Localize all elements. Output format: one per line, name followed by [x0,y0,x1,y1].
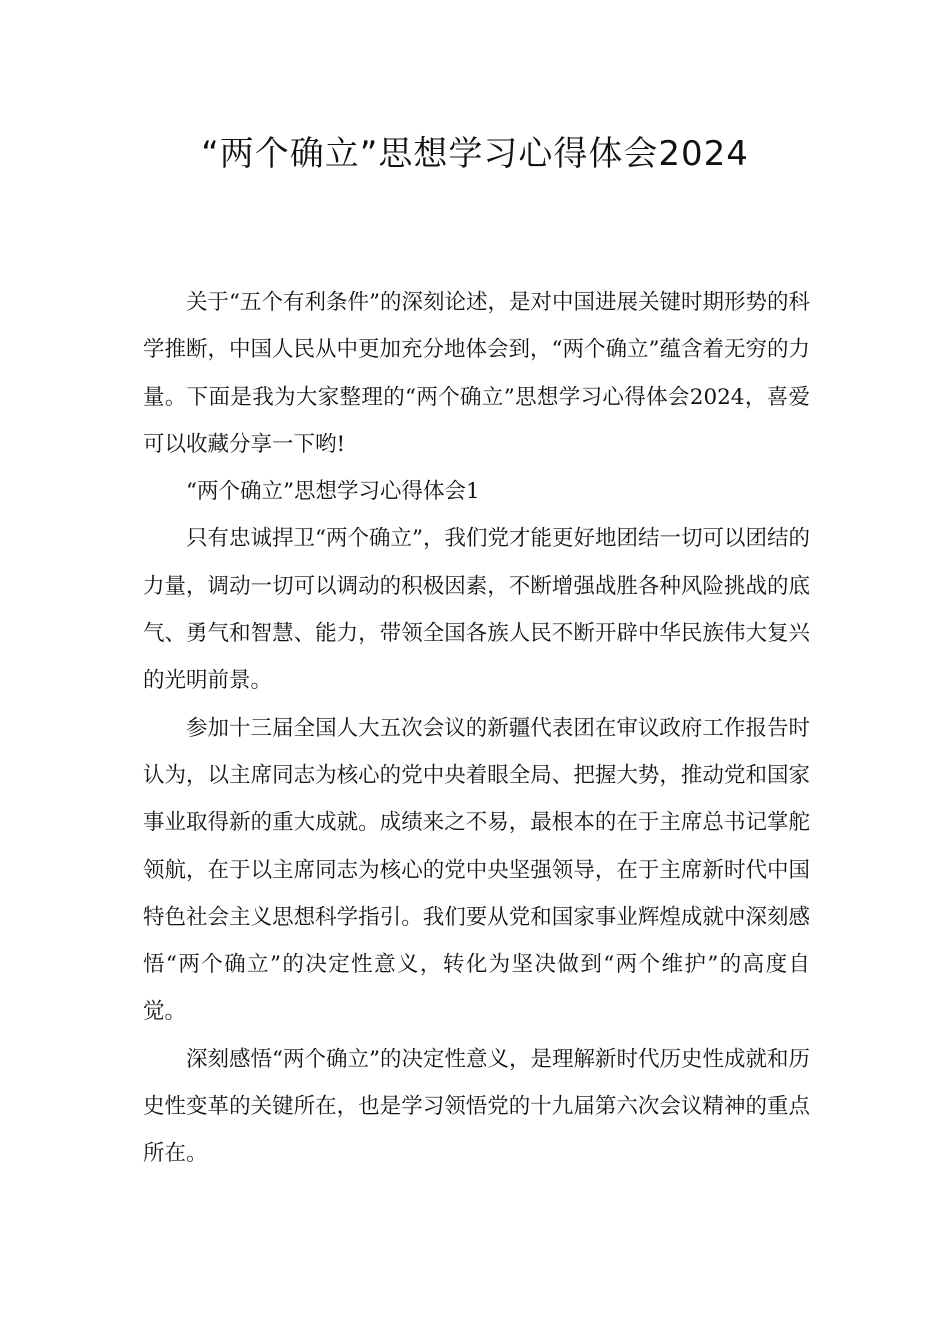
paragraph: 只有忠诚捍卫“两个确立”，我们党才能更好地团结一切可以团结的力量，调动一切可以调动的积极因素，不断增强战胜各种风险挑战的底气、勇气和智慧、能力，带领全国各族人民不断开辟中华民族伟大复兴的光明前景。 [143,526,810,694]
section-heading: “两个确立”思想学习心得体会1 [186,479,480,505]
paragraph: 深刻感悟“两个确立”的决定性意义，是理解新时代历史性成就和历史性变革的关键所在，也是学习领悟党的十九届第六次会议精神的重点所在。 [143,1046,810,1167]
document-title: “两个确立”思想学习心得体会2024 [201,134,749,174]
paragraph: 参加十三届全国人大五次会议的新疆代表团在审议政府工作报告时认为，以主席同志为核心的党中央着眼全局、把握大势，推动党和国家事业取得新的重大成就。成绩来之不易，最根本的在于主席总书记掌舵领航，在于以主席同志为核心的党中央坚强领导，在于主席新时代中国特色社会主义思想科学指引。我们要从党和国家事业辉煌成就中深刻感悟“两个确立”的决定性意义，转化为坚决做到“两个维护”的高度自觉。 [143,715,810,1025]
document-body [143,279,810,1178]
paragraph-intro: 关于“五个有利条件”的深刻论述，是对中国进展关键时期形势的科学推断，中国人民从中更加充分地体会到，“两个确立”蕴含着无穷的力量。下面是我为大家整理的“两个确立”思想学习心得体会2024，喜爱可以收藏分享一下哟! [143,290,810,457]
